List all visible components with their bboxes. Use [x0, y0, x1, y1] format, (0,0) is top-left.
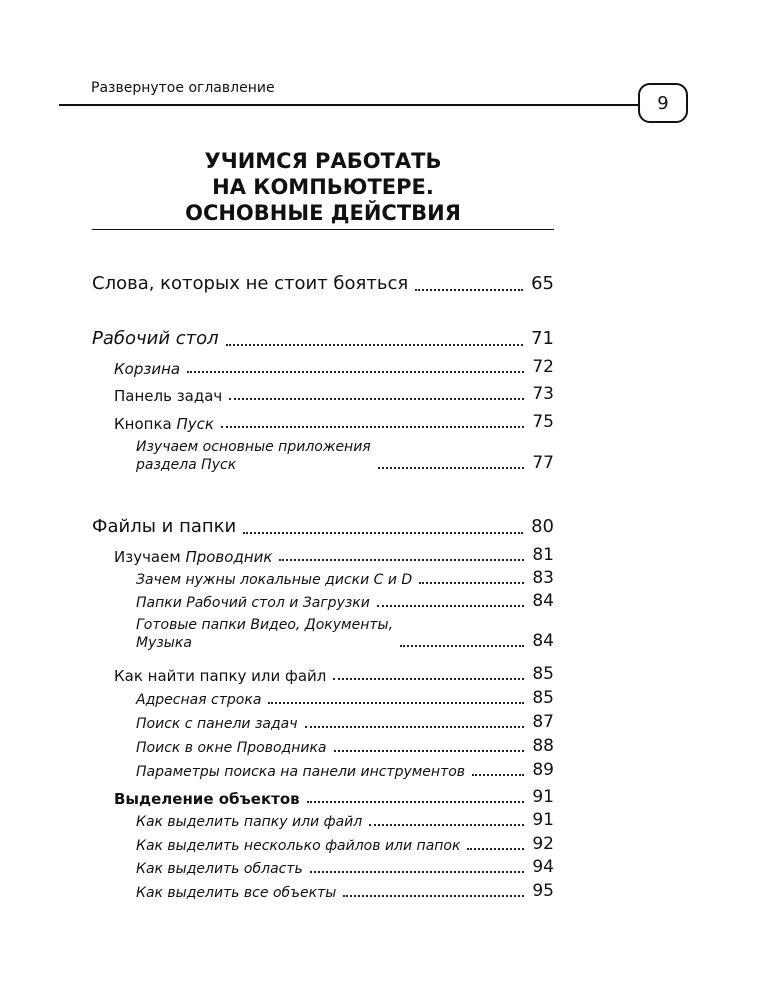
toc-entry-page: 71: [531, 328, 554, 349]
section-title-line-2: НА КОМПЬЮТЕРЕ.: [212, 175, 434, 199]
toc-entry-label: Рабочий стол: [92, 328, 219, 349]
toc-entry-label: Корзина: [114, 359, 181, 378]
toc-entry-label-italic: Проводник: [185, 547, 273, 566]
toc-entry-label-line-2: раздела Пуск: [136, 456, 237, 473]
dot-leader: [279, 559, 524, 561]
toc-entry-page: 72: [532, 357, 554, 377]
toc-entry[interactable]: [114, 664, 554, 685]
toc-entry-label: Адресная строка: [136, 691, 262, 708]
toc-entry-page: 87: [532, 712, 554, 732]
toc-entry-label: [136, 617, 393, 652]
toc-entry-label: Как выделить несколько файлов или папок: [136, 837, 461, 854]
toc-entry[interactable]: [114, 545, 554, 566]
toc-entry-label-line-1: Готовые папки Видео, Документы,: [136, 617, 394, 633]
toc-entry[interactable]: [136, 617, 554, 652]
toc-entry-page: 92: [532, 834, 554, 854]
toc-entry[interactable]: [114, 357, 554, 378]
toc-entry-label: [114, 415, 214, 434]
dot-leader: [310, 871, 525, 873]
dot-leader: [472, 774, 524, 776]
toc-entry-page: 81: [532, 545, 554, 565]
toc-entry[interactable]: [114, 384, 554, 405]
toc-entry[interactable]: [136, 688, 554, 709]
toc-entry-label: Зачем нужны локальные диски C и D: [136, 571, 413, 588]
dot-leader: [307, 801, 525, 803]
toc-entry-label: Поиск с панели задач: [136, 715, 298, 732]
toc-entry-label: Как выделить все объекты: [136, 884, 337, 901]
toc-entry-page: 95: [532, 881, 554, 901]
toc-entry[interactable]: [114, 412, 554, 433]
toc-entry-page: 94: [532, 857, 554, 877]
toc-entry-label: [136, 439, 371, 474]
toc-entry-label-line-2: Музыка: [136, 634, 192, 651]
toc-entry[interactable]: [92, 273, 554, 296]
toc-entry-label: [114, 548, 272, 567]
toc-entry[interactable]: [92, 516, 554, 539]
dot-leader: [377, 605, 525, 607]
page-number: 9: [638, 83, 688, 123]
toc-entry-page: 83: [532, 568, 554, 588]
toc-entry-label: Поиск в окне Проводника: [136, 739, 327, 756]
toc-entry-page: 84: [532, 630, 554, 651]
dot-leader: [333, 678, 524, 680]
toc-entry[interactable]: [136, 810, 554, 831]
toc-entry-label: Выделение объектов: [114, 789, 300, 808]
toc-entry-page: 91: [532, 810, 554, 830]
dot-leader: [343, 895, 524, 897]
dot-leader: [226, 344, 523, 346]
toc-entry-page: 88: [532, 736, 554, 756]
toc-entry[interactable]: [136, 881, 554, 902]
toc-entry-page: 85: [532, 688, 554, 708]
toc-entry-page: 75: [532, 412, 554, 432]
toc-entry-label: Параметры поиска на панели инструментов: [136, 763, 466, 780]
toc-entry[interactable]: [136, 857, 554, 878]
toc-entry-label: Как выделить область: [136, 860, 303, 877]
toc-entry-page: 73: [532, 384, 554, 404]
toc-entry[interactable]: [136, 439, 554, 474]
toc-entry[interactable]: [136, 568, 554, 589]
dot-leader: [378, 467, 525, 469]
section-title-line-1: УЧИМСЯ РАБОТАТЬ: [204, 149, 442, 173]
dot-leader: [268, 702, 524, 704]
toc-entry[interactable]: [92, 328, 554, 351]
running-title: Развернутое оглавление: [91, 80, 275, 96]
toc-entry-label: Как найти папку или файл: [114, 666, 327, 685]
dot-leader: [334, 750, 525, 752]
toc-entry-page: 80: [531, 516, 554, 537]
toc-entry-page: 65: [531, 273, 554, 294]
section-title-line-3: ОСНОВНЫЕ ДЕЙСТВИЯ: [185, 201, 461, 225]
toc-entry-page: 77: [532, 452, 554, 473]
toc-entry[interactable]: [114, 787, 554, 808]
toc-entry-label: Как выделить папку или файл: [136, 813, 363, 830]
toc-entry-label: Слова, которых не стоит бояться: [92, 273, 409, 294]
dot-leader: [467, 848, 524, 850]
dot-leader: [419, 582, 524, 584]
dot-leader: [187, 371, 524, 373]
toc-entry-page: 91: [532, 787, 554, 807]
toc-entry[interactable]: [136, 712, 554, 733]
toc-entry-label-text: Кнопка: [114, 414, 177, 433]
toc-entry-label-line-1: Изучаем основные приложения: [136, 439, 371, 455]
toc-entry-page: 89: [532, 760, 554, 780]
toc-entry[interactable]: [136, 834, 554, 855]
dot-leader: [415, 289, 523, 291]
toc-entry[interactable]: [136, 591, 554, 612]
dot-leader: [221, 426, 524, 428]
dot-leader: [400, 645, 524, 647]
toc-entry-label-italic: Пуск: [176, 414, 214, 433]
toc-entry[interactable]: [136, 760, 554, 781]
dot-leader: [305, 726, 525, 728]
toc-entry-page: 84: [532, 591, 554, 611]
toc-entry-label: Папки Рабочий стол и Загрузки: [136, 594, 370, 611]
toc-entry-label: Файлы и папки: [92, 516, 237, 537]
toc-entry-label-text: Изучаем: [114, 547, 186, 566]
toc-entry-label: Панель задач: [114, 386, 223, 405]
toc-entry[interactable]: [136, 736, 554, 757]
toc-entry-page: 85: [532, 664, 554, 684]
dot-leader: [243, 532, 523, 534]
dot-leader: [229, 398, 524, 400]
dot-leader: [369, 824, 524, 826]
